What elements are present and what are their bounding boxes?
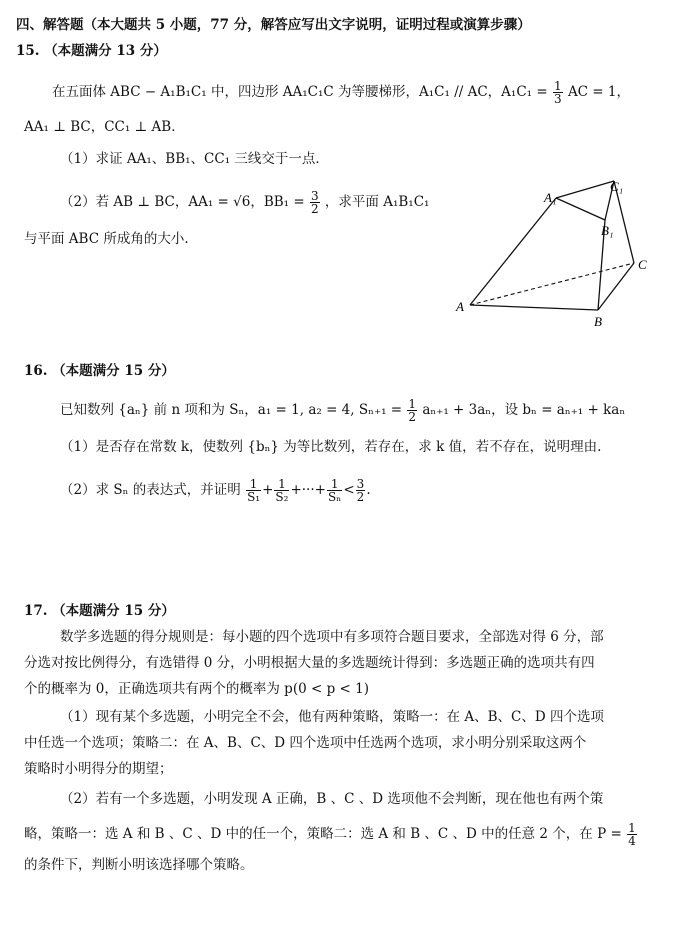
q15-part2-line2: 与平面 ABC 所成角的大小. xyxy=(24,231,189,247)
pentahedron-figure xyxy=(452,178,662,328)
frac-denominator: 2 xyxy=(310,202,319,216)
frac-numerator: 3 xyxy=(356,477,365,491)
q15-stem-prefix: 在五面体 ABC − A₁B₁C₁ 中，四边形 AA₁C₁C 为等腰梯形，A₁C₁ // AC，A₁C₁ = xyxy=(52,84,548,100)
q17-line3: 个的概率为 0，正确选项共有两个的概率为 p(0 < p < 1) xyxy=(24,681,369,697)
q16-stem-prefix: 已知数列 {aₙ} 前 n 项和为 Sₙ，a₁ = 1, a₂ = 4, Sₙ₊₁ = xyxy=(60,402,403,418)
frac-numerator: 1 xyxy=(408,397,417,411)
frac-numerator: 3 xyxy=(310,189,319,203)
edge-A1C1 xyxy=(556,181,614,198)
q15-part2-prefix: （2）若 AB ⊥ BC，AA₁ = √6，BB₁ = xyxy=(60,194,305,210)
q15-stem-line2: AA₁ ⊥ BC，CC₁ ⊥ AB． xyxy=(24,119,185,135)
frac-numerator: 1 xyxy=(554,79,562,93)
q17-line7: （2）若有一个多选题，小明发现 A 正确，B 、C 、D 选项他不会判断，现在他也有两个策 xyxy=(60,791,604,807)
edge-AB xyxy=(470,305,598,310)
q16-part2 xyxy=(60,478,371,503)
frac-numerator: 1 xyxy=(274,478,289,491)
q16-stem xyxy=(60,398,625,423)
frac-denominator: S₂ xyxy=(275,490,289,504)
label-B1: B₁ xyxy=(601,223,614,238)
period: . xyxy=(366,482,371,498)
label-C1: C₁ xyxy=(610,179,624,194)
q17-fraction xyxy=(627,822,637,847)
q17-line9: 的条件下，判断小明该选择哪个策略。 xyxy=(24,857,254,873)
q15-fraction xyxy=(553,80,563,105)
q16-stem-suffix: aₙ₊₁ + 3aₙ，设 bₙ = aₙ₊₁ + kaₙ xyxy=(422,402,626,418)
q16-fraction xyxy=(407,398,417,423)
q15-stem-line1 xyxy=(52,80,630,105)
q15-part2-suffix: ，求平面 A₁B₁C₁ xyxy=(324,194,430,210)
label-C: C xyxy=(638,257,647,272)
q16-part2-prefix: （2）求 Sₙ 的表达式，并证明 xyxy=(60,482,241,498)
q16-bound xyxy=(356,478,366,503)
q17-line2: 分选对按比例得分，有选错得 0 分，小明根据大量的多选题统计得到：多选题正确的选项共有四 xyxy=(24,655,595,671)
q15-stem-suffix: AC = 1， xyxy=(567,84,630,100)
frac-numerator: 1 xyxy=(327,478,342,491)
q15-part2-line1 xyxy=(60,190,429,215)
q17-heading: 17. （本题满分 15 分） xyxy=(24,603,175,619)
ellipsis-sum: +···+ xyxy=(290,482,326,498)
edge-AC-hidden xyxy=(470,263,634,305)
frac-numerator: 1 xyxy=(628,821,636,835)
q16-term-2 xyxy=(274,478,289,503)
q17-line8 xyxy=(24,822,638,847)
frac-denominator: 3 xyxy=(554,92,562,106)
section-header: 四、解答题（本大题共 5 小题，77 分，解答应写出文字说明，证明过程或演算步骤） xyxy=(16,17,531,33)
frac-denominator: S₁ xyxy=(247,490,261,504)
edge-BC xyxy=(598,263,634,310)
edge-AA1 xyxy=(470,198,556,305)
edge-A1B1 xyxy=(556,198,605,220)
frac-denominator: 4 xyxy=(628,834,636,848)
frac-denominator: 2 xyxy=(408,410,417,424)
label-A: A xyxy=(456,299,464,314)
q17-line1: 数学多选题的得分规则是：每小题的四个选项中有多项符合题目要求，全部选对得 6 分，部 xyxy=(60,629,604,645)
q17-line5: 中任选一个选项；策略二：在 A、B、C、D 四个选项中任选两个选项，求小明分别采取这两个 xyxy=(24,735,587,751)
q16-term-n xyxy=(327,478,342,503)
frac-denominator: Sₙ xyxy=(327,490,342,504)
q15-part1: （1）求证 AA₁、BB₁、CC₁ 三线交于一点． xyxy=(60,151,329,167)
label-A1: A₁ xyxy=(544,190,557,205)
q17-line6: 策略时小明得分的期望； xyxy=(24,761,173,777)
frac-denominator: 2 xyxy=(356,490,365,504)
frac-numerator: 1 xyxy=(246,478,261,491)
q16-heading: 16. （本题满分 15 分） xyxy=(24,363,175,379)
plus-sign: + xyxy=(262,482,274,498)
less-than: < xyxy=(343,482,355,498)
q17-line4: （1）现有某个多选题，小明完全不会，他有两种策略，策略一：在 A、B、C、D 四个选项 xyxy=(60,709,604,725)
q15-part2-fraction xyxy=(310,190,320,215)
q15-heading: 15. （本题满分 13 分） xyxy=(16,43,167,59)
q17-line8-prefix: 略，策略一：选 A 和 B 、C 、D 中的任一个，策略二：选 A 和 B 、C 、D 中的任意 2 个，在 P = xyxy=(24,826,622,842)
q16-term-1 xyxy=(246,478,261,503)
q16-part1: （1）是否存在常数 k，使数列 {bₙ} 为等比数列，若存在，求 k 值，若不存在，说明理由. xyxy=(60,439,602,455)
label-B: B xyxy=(594,314,602,328)
